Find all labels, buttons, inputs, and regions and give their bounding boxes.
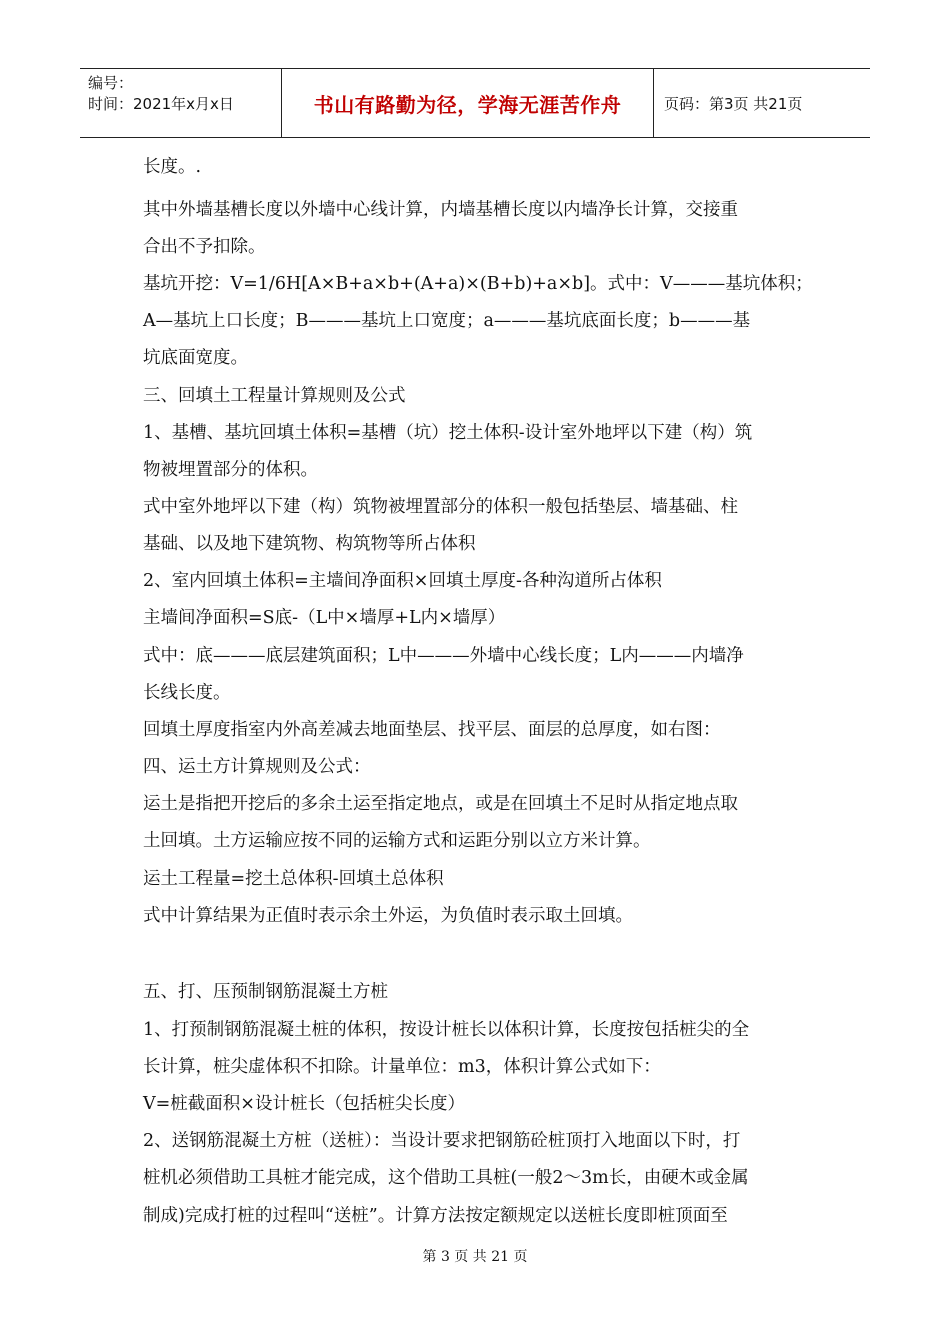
header-page-number: 页码：第3页 共21页 — [664, 94, 803, 113]
body-line: 其中外墙基槽长度以外墙中心线计算，内墙基槽长度以内墙净长计算，交接重 — [143, 200, 738, 220]
body-line: 桩机必须借助工具桩才能完成，这个借助工具桩(一般2～3m长，由硬木或金属 — [143, 1168, 749, 1188]
body-line: 运土工程量=挖土总体积-回填土总体积 — [143, 869, 444, 889]
body-line: 式中：底———底层建筑面积；L中———外墙中心线长度；L内———内墙净 — [143, 646, 744, 666]
serial-number-label: 编号： — [88, 74, 134, 92]
body-line: 物被埋置部分的体积。 — [143, 460, 318, 480]
body-line: V=桩截面积×设计桩长（包括桩尖长度） — [143, 1094, 465, 1114]
body-line: 长线长度。 — [143, 683, 231, 703]
body-line: 主墙间净面积=S底-（L中×墙厚+L内×墙厚） — [143, 608, 506, 628]
body-line: 2、送钢筋混凝土方桩（送桩）：当设计要求把钢筋砼桩顶打入地面以下时，打 — [143, 1131, 741, 1151]
body-line: 式中室外地坪以下建（构）筑物被埋置部分的体积一般包括垫层、墙基础、柱 — [143, 497, 738, 517]
body-line: 合出不予扣除。 — [143, 237, 266, 257]
body-line: 1、打预制钢筋混凝土桩的体积，按设计桩长以体积计算，长度按包括桩尖的全 — [143, 1020, 750, 1040]
header-motto: 书山有路勤为径，学海无涯苦作舟 — [282, 69, 654, 137]
date-label: 时间：2021年x月x日 — [88, 95, 234, 113]
body-line: A—基坑上口长度；B———基坑上口宽度；a———基坑底面长度；b———基 — [143, 311, 751, 331]
body-line: 1、基槽、基坑回填土体积=基槽（坑）挖土体积-设计室外地坪以下建（构）筑 — [143, 423, 753, 443]
body-line: 制成)完成打桩的过程叫“送桩”。计算方法按定额规定以送桩长度即桩顶面至 — [143, 1206, 728, 1226]
section-heading: 四、运土方计算规则及公式： — [143, 757, 371, 777]
body-line: 式中计算结果为正值时表示余土外运，为负值时表示取土回填。 — [143, 906, 633, 926]
header-meta-cell — [80, 69, 282, 137]
section-heading: 五、打、压预制钢筋混凝土方桩 — [143, 982, 388, 1002]
body-line: 基坑开挖：V=1/6H[A×B+a×b+(A+a)×(B+b)+a×b]。式中：V———基坑体积； — [143, 274, 813, 294]
body-line: 2、室内回填土体积=主墙间净面积×回填土厚度-各种沟道所占体积 — [143, 571, 662, 591]
body-line: 基础、以及地下建筑物、构筑物等所占体积 — [143, 534, 476, 554]
body-line: 运土是指把开挖后的多余土运至指定地点，或是在回填土不足时从指定地点取 — [143, 794, 738, 814]
page-footer: 第 3 页 共 21 页 — [422, 1249, 528, 1265]
body-line: 坑底面宽度。 — [143, 348, 248, 368]
section-heading: 三、回填土工程量计算规则及公式 — [143, 386, 406, 406]
body-line: 土回填。土方运输应按不同的运输方式和运距分别以立方米计算。 — [143, 831, 651, 851]
document-header — [80, 68, 870, 138]
body-line: 回填土厚度指室内外高差减去地面垫层、找平层、面层的总厚度，如右图： — [143, 720, 721, 740]
body-line: 长计算，桩尖虚体积不扣除。计量单位：m3，体积计算公式如下： — [143, 1057, 661, 1077]
body-line: 长度。. — [143, 157, 202, 177]
